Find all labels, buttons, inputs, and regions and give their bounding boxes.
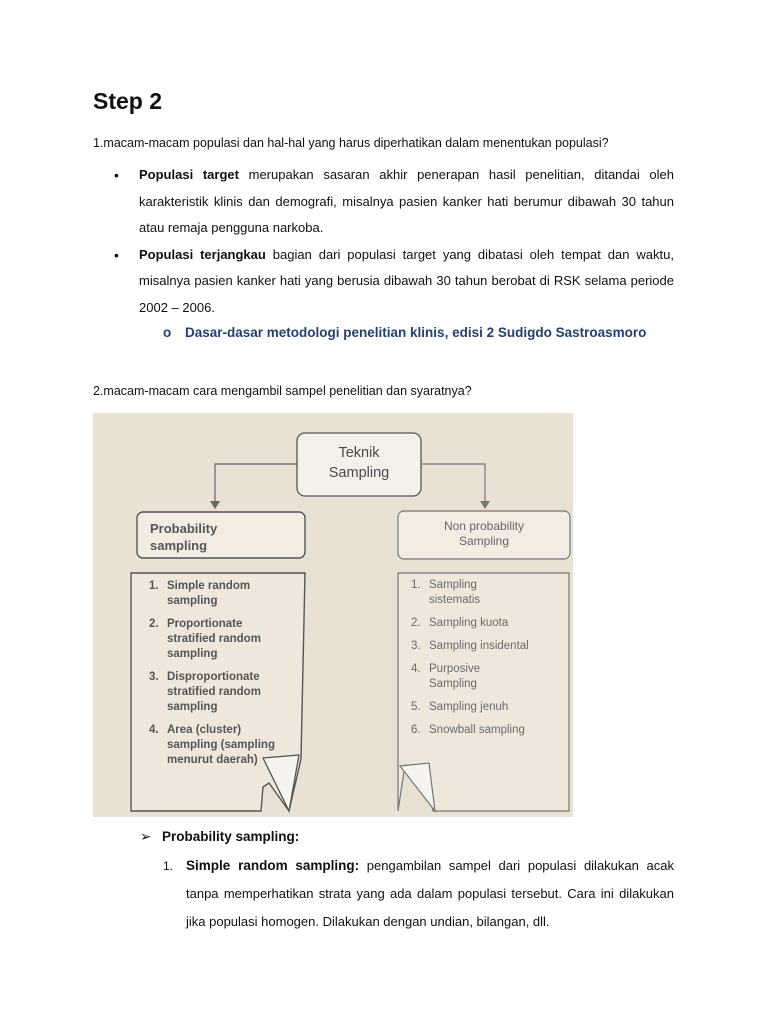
non-probability-list-item-number: 3. [411, 640, 421, 652]
item-number: 1. [163, 859, 174, 873]
probability-heading [140, 829, 299, 845]
population-item [93, 242, 674, 322]
non-probability-list-item-text: Sampling [429, 579, 477, 591]
probability-item [163, 852, 674, 936]
population-item [93, 162, 674, 242]
non-probability-list-item-text: sistematis [429, 594, 481, 606]
population-text: merupakan sasaran akhir penerapan hasil penelitian, ditandai oleh karakteristik klinis dan demografi, misalnya pasien kanker hati berumur dibawah 30 tahun atau remaja pengguna narkoba. [139, 167, 674, 235]
non-probability-list-item-text: Snowball sampling [429, 724, 525, 736]
probability-list-item-text: sampling (sampling [167, 739, 275, 751]
non-probability-title-line1: Non probability [443, 519, 525, 533]
probability-heading-text: Probability sampling: [162, 829, 300, 844]
probability-list-item-number: 3. [149, 671, 159, 683]
non-probability-list-item-number: 6. [411, 724, 421, 736]
probability-title-line2: sampling [150, 538, 208, 553]
reference-citation [163, 325, 646, 340]
probability-list-item-number: 1. [149, 580, 159, 592]
probability-list-item-text: stratified random [167, 686, 261, 698]
non-probability-list-item-number: 1. [411, 579, 421, 591]
probability-list-item-text: stratified random [167, 633, 261, 645]
non-probability-list-item-text: Purposive [429, 663, 481, 675]
population-text: bagian dari populasi target yang dibatasi oleh tempat dan waktu, misalnya pasien kanker hati yang berusia dibawah 30 tahun berobat di RSK selama periode 2002 – 2006. [139, 246, 674, 315]
non-probability-list-item-text: Sampling jenuh [429, 701, 509, 713]
circle-bullet-icon: o [163, 325, 172, 340]
sampling-diagram [93, 413, 573, 817]
probability-item-list [163, 852, 674, 936]
non-probability-list-item-text: Sampling kuota [429, 617, 509, 629]
page-heading: Step 2 [93, 88, 163, 114]
non-probability-title-line2: Sampling [458, 534, 510, 548]
population-term: Populasi terjangkau [139, 246, 266, 262]
probability-list-item-text: Disproportionate [167, 671, 260, 683]
probability-list-item-text: Area (cluster) [167, 724, 242, 736]
non-probability-list-item-number: 2. [411, 617, 421, 629]
probability-list-item-text: Proportionate [167, 618, 243, 630]
probability-title-line1: Probability [150, 521, 218, 536]
bullet-icon: • [114, 246, 119, 263]
non-probability-list-item-text: Sampling [429, 678, 477, 690]
item-text: pengambilan sampel dari populasi dilakukan acak tanpa memperhatikan strata yang ada dalam populasi tersebut. Cara ini dilakukan jika populasi homogen. Dilakukan dengan undian, bilangan, dll. [186, 858, 674, 929]
arrow-bullet-icon: ➢ [140, 829, 152, 844]
item-term: Simple random sampling: [186, 858, 360, 873]
probability-list-item-text: sampling [167, 595, 218, 607]
population-term: Populasi target [139, 167, 239, 182]
bullet-icon: • [114, 167, 119, 183]
probability-list-item-number: 4. [149, 724, 159, 736]
question-1: 1.macam-macam populasi dan hal-hal yang harus diperhatikan dalam menentukan populasi? [93, 136, 609, 150]
probability-list-item-text: menurut daerah) [167, 754, 258, 766]
probability-list-item-text: sampling [167, 701, 218, 713]
probability-list-item-number: 2. [149, 618, 159, 630]
probability-list-item-text: Simple random [167, 580, 251, 592]
question-2: 2.macam-macam cara mengambil sampel penelitian dan syaratnya? [93, 384, 472, 398]
non-probability-list-item-number: 4. [411, 663, 421, 675]
reference-text: Dasar-dasar metodologi penelitian klinis, edisi 2 Sudigdo Sastroasmoro [185, 325, 647, 340]
population-list [93, 162, 674, 321]
non-probability-list-item-text: Sampling insidental [429, 640, 529, 652]
root-label-line2: Sampling [328, 465, 390, 481]
probability-list-item-text: sampling [167, 648, 218, 660]
non-probability-list-item-number: 5. [411, 701, 421, 713]
root-label-line1: Teknik [338, 445, 380, 461]
